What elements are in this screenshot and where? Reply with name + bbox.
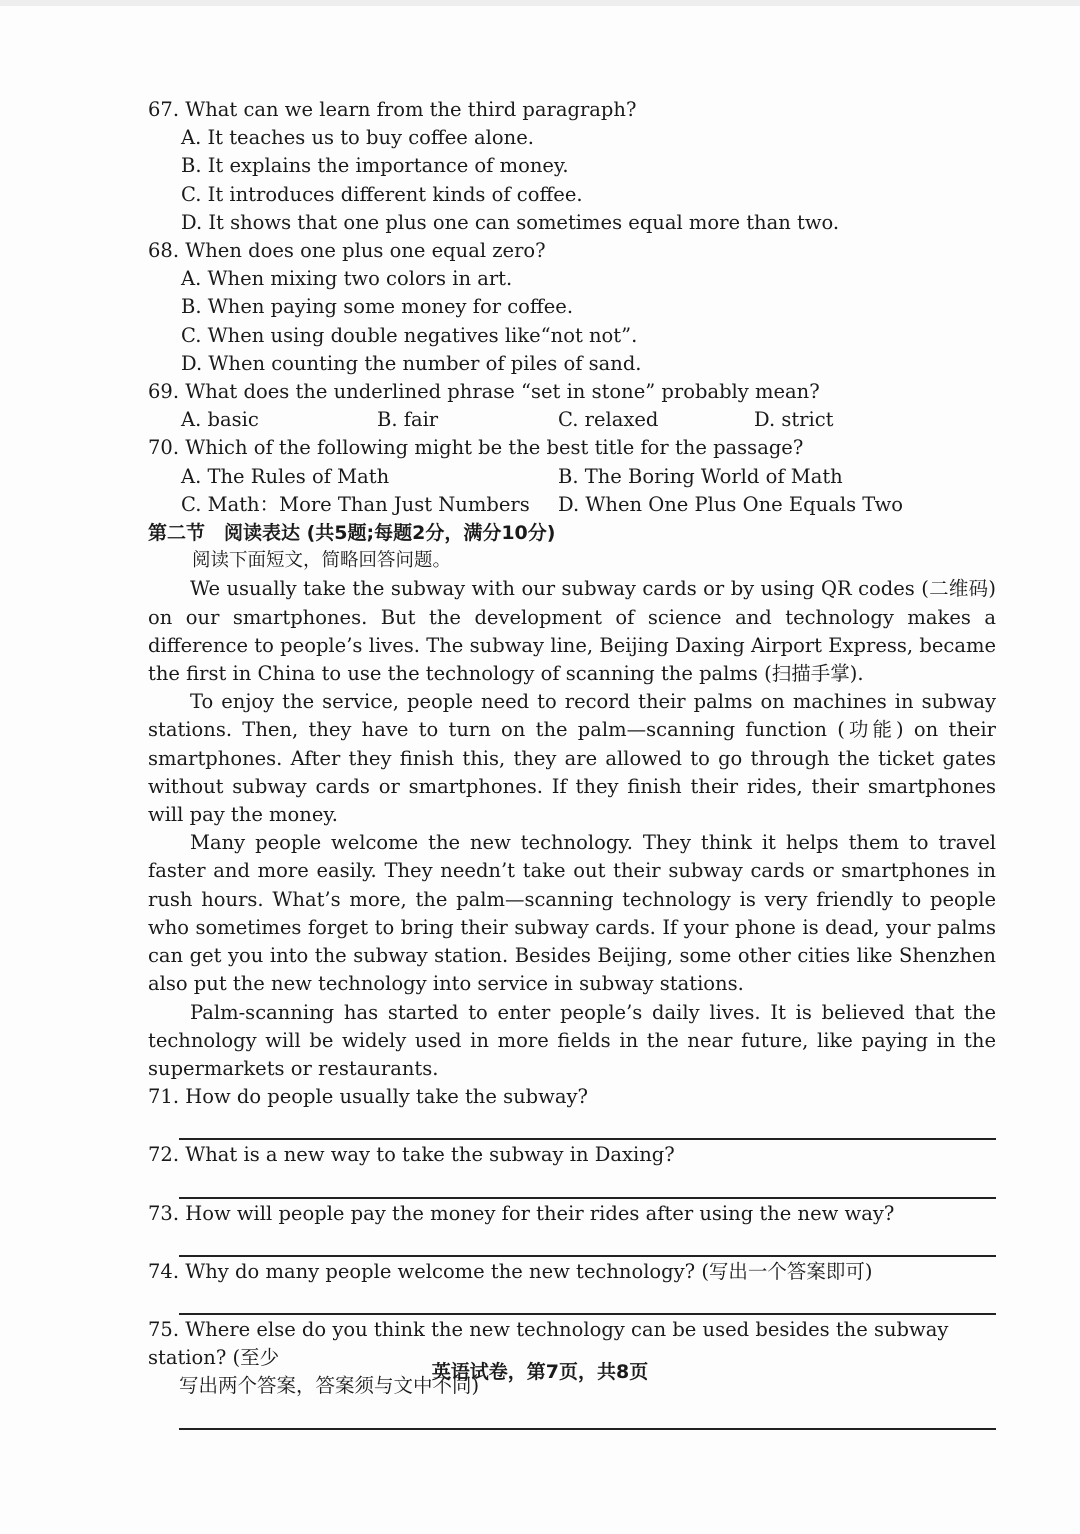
question-73: 73. How will people pay the money for their rides after using the new way? — [148, 1201, 895, 1225]
option-a: A. The Rules of Math — [181, 464, 390, 488]
passage-paragraph: Many people welcome the new technology. They think it helps them to travel faster and more easily. They needn’t take out their subway cards or smartphones in rush hours. What’s more, the palm—scanning technology is very friendly to people who sometimes forget to bring their subway cards. If your phone is dead, your palms can get you into the subway station. Besides Beijing, some other cities like Shenzhen also put the new technology into service in subway stations. — [148, 831, 996, 996]
option-b: B. When paying some money for coffee. — [181, 295, 574, 319]
scan-top-edge — [0, 0, 1080, 6]
question-68 — [148, 237, 996, 378]
option-a: A. When mixing two colors in art. — [181, 267, 513, 291]
question-text: 68. When does one plus one equal zero? — [148, 239, 546, 263]
option-c: C. Math：More Than Just Numbers — [181, 492, 530, 516]
question-70 — [148, 434, 996, 519]
option-d: D. strict — [754, 408, 834, 432]
question-75: 75. Where else do you think the new technology can be used besides the subway station? (至少 — [148, 1317, 949, 1370]
exam-content — [148, 96, 996, 1431]
section-instruction: 阅读下面短文，简略回答问题。 — [192, 550, 452, 572]
question-69 — [148, 378, 996, 434]
answer-line-72[interactable] — [179, 1170, 996, 1199]
question-71: 71. How do people usually take the subway? — [148, 1085, 588, 1109]
passage-paragraph: We usually take the subway with our subway cards or by using QR codes (二维码) on our smartphones. But the development of science and technology makes a difference to people’s lives. The subway line, Beijing Daxing Airport Express, became the first in China to use the technology of scanning the palms (扫描手掌). — [148, 577, 996, 686]
page-footer: 英语试卷，第7页，共8页 — [431, 1361, 649, 1383]
option-a: A. It teaches us to buy coffee alone. — [181, 126, 534, 150]
option-a: A. basic — [181, 408, 259, 432]
options-row — [181, 406, 996, 434]
section-heading: 第二节 阅读表达 (共5题;每题2分，满分10分) — [148, 522, 556, 545]
option-b: B. It explains the importance of money. — [181, 154, 569, 178]
answer-line-73[interactable] — [179, 1228, 996, 1257]
question-74: 74. Why do many people welcome the new technology? (写出一个答案即可) — [148, 1259, 873, 1283]
question-72: 72. What is a new way to take the subway in Daxing? — [148, 1143, 675, 1167]
answer-line-74[interactable] — [179, 1286, 996, 1315]
option-d: D. When counting the number of piles of sand. — [181, 351, 642, 375]
option-b: B. The Boring World of Math — [558, 464, 843, 488]
question-text: 67. What can we learn from the third paragraph? — [148, 98, 637, 121]
answer-line-75[interactable] — [179, 1401, 996, 1430]
reading-passage — [148, 575, 996, 1083]
question-75-continuation: 写出两个答案，答案须与文中不同) — [179, 1374, 480, 1398]
options-row — [181, 491, 996, 519]
option-b: B. fair — [377, 408, 439, 432]
question-text: 70. Which of the following might be the best title for the passage? — [148, 436, 804, 460]
option-c: C. It introduces different kinds of coffee. — [181, 182, 583, 206]
question-67 — [148, 96, 996, 237]
option-d: D. It shows that one plus one can sometimes equal more than two. — [181, 210, 840, 234]
passage-paragraph: To enjoy the service, people need to record their palms on machines in subway stations. Then, they have to turn on the palm—scanning function (功能) on their smartphones. After they finish this, they are allowed to go through the ticket gates without subway cards or smartphones. If they finish their rides, their smartphones will pay the money. — [148, 690, 996, 827]
option-d: D. When One Plus One Equals Two — [558, 492, 904, 516]
passage-paragraph: Palm-scanning has started to enter people’s daily lives. It is believed that the technology will be widely used in more fields in the near future, like paying in the supermarkets or restaurants. — [148, 1000, 996, 1080]
option-c: C. relaxed — [558, 408, 659, 432]
answer-line-71[interactable] — [179, 1111, 996, 1140]
question-text: 69. What does the underlined phrase “set in stone” probably mean? — [148, 380, 820, 404]
options-row — [181, 463, 996, 491]
option-c: C. When using double negatives like“not not”. — [181, 323, 638, 347]
